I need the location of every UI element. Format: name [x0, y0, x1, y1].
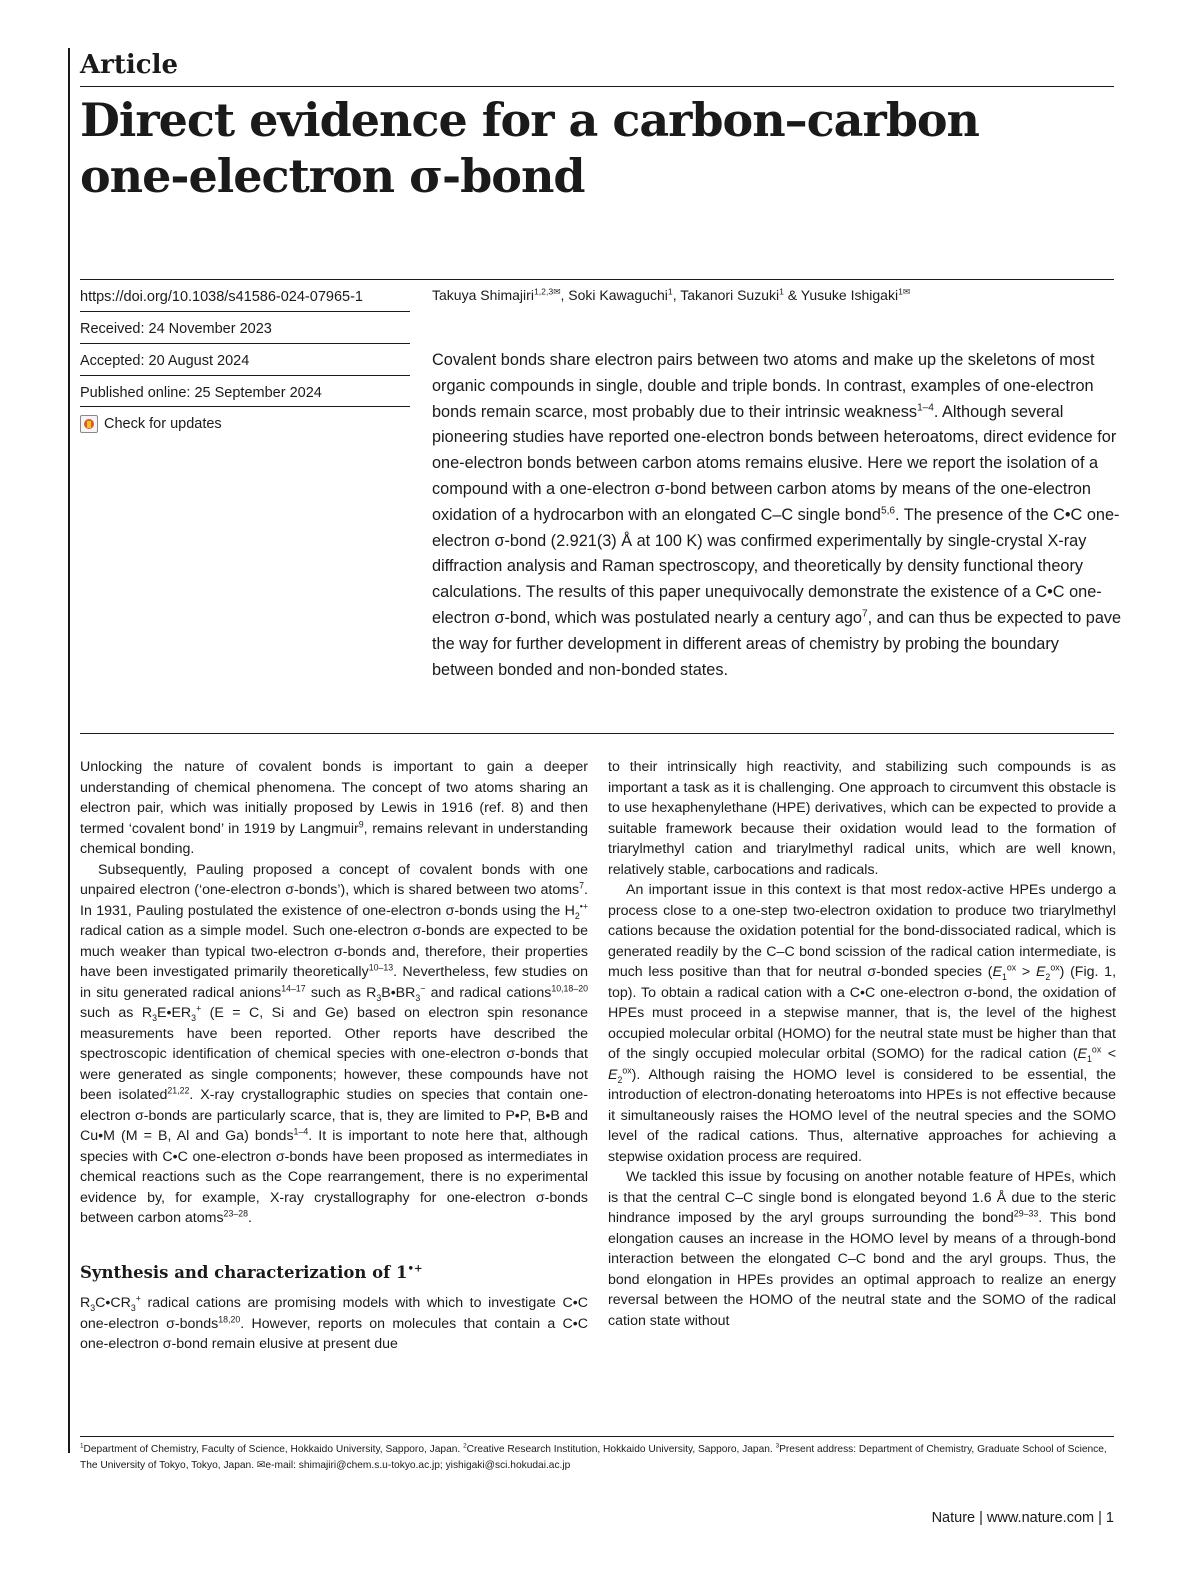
reference-citation[interactable]: 21,22 — [167, 1085, 190, 1096]
author-name[interactable]: Soki Kawaguchi — [568, 287, 668, 303]
reference-citation[interactable]: 10–13 — [368, 962, 394, 973]
body-paragraph: Unlocking the nature of covalent bonds is important to gain a deeper understanding of chemical phenomena. The concept of two atoms sharing an electron pair, which was initially proposed by Lewis in 1916 (ref. 8) and then termed ‘covalent bond’ in 1919 by Langmuir$^9$, remains relevant in understanding chemical bonding. — [80, 759, 588, 857]
author-affiliation: 1 — [779, 286, 784, 297]
abstract-paragraph: Covalent bonds share electron pairs between two atoms and make up the skeletons of most organic compounds in single, double and triple bonds. In contrast, examples of one-electron bonds remain scarce, most probably due to their intrinsic weakness$^{1-4}$. Although several pioneering studies have reported one-electron bonds between heteroatoms, direct evidence for one-electron bonds between carbon atoms remains elusive. Here we report the isolation of a compound with a one-electron σ-bond between carbon atoms by means of the one-electron oxidation of a hydrocarbon with an elongated C–C single bond$^{5,6}$. The presence of the C•C one-electron σ-bond (2.921(3) Å at 100 K) was confirmed experimentally by single-crystal X-ray diffraction analysis and Raman spectroscopy, and theoretically by density functional theory calculations. The results of this paper unequivocally demonstrate the existence of a C•C one-electron σ-bond, which was postulated nearly a century ago$^7$, and can thus be expected to pave the way for further development in different areas of chemistry by probing the boundary between bonded and non-bonded states. — [432, 351, 1122, 679]
reference-citation[interactable]: 14–17 — [281, 982, 306, 993]
title-rule — [80, 279, 1114, 280]
meta-rule — [80, 406, 410, 407]
author-name[interactable]: Yusuke Ishigaki — [800, 287, 899, 303]
body-paragraph: to their intrinsically high reactivity, and stabilizing such compounds is as important a task as it is challenging. One approach to circumvent this obstacle is to use hexaphenylethane (HPE) derivatives, which can be expected to provide a suitable framework because their oxidation would lead to the formation of triarylmethyl cation and triarylmethyl radical units, which are well known, relatively stable, carbocations and radicals. — [608, 759, 1116, 878]
reference-citation[interactable]: 18,20 — [218, 1313, 241, 1324]
meta-rule — [80, 343, 410, 344]
email-links[interactable]: e-mail: shimajiri@chem.s.u-tokyo.ac.jp; yishigaki@sci.hokudai.ac.jp — [265, 1460, 571, 1471]
crossmark-icon — [80, 415, 98, 433]
title-line-2: one-electron σ-bond — [80, 149, 585, 203]
reference-citation[interactable]: 1–4 — [917, 402, 934, 414]
reference-citation[interactable]: 5,6 — [880, 505, 895, 517]
body-column-right — [608, 757, 1116, 1331]
author-name[interactable]: Takuya Shimajiri — [432, 287, 534, 303]
reference-citation[interactable]: 23–28 — [223, 1208, 249, 1219]
title-line-1: Direct evidence for a carbon–carbon — [80, 93, 979, 147]
body-column-left — [80, 757, 588, 1355]
author-list: Takuya Shimajiri$^{1,2,3✉}$, Soki Kawaguchi$^1$, Takanori Suzuki$^1$ & Yusuke Ishigaki$^{1✉}$ — [432, 286, 911, 303]
check-for-updates-link[interactable] — [80, 414, 410, 434]
left-margin-rule — [68, 48, 70, 1453]
reference-citation[interactable]: 9 — [358, 818, 364, 829]
footnote-rule — [80, 1436, 1114, 1437]
body-paragraph: $R_3C•CR_3^+$ radical cations are promising models with which to investigate C•C one-electron σ-bonds$^{18,20}$. However, reports on molecules that contain a C•C one-electron σ-bond remain elusive at present due — [80, 1293, 588, 1352]
meta-rule — [80, 311, 410, 312]
doi-link[interactable]: https://doi.org/10.1038/s41586-024-07965-1 — [80, 289, 363, 305]
page-footer: Nature | www.nature.com | 1 — [931, 1510, 1114, 1526]
accepted-date: Accepted: 20 August 2024 — [80, 353, 250, 369]
author-affiliation: 1,2,3✉ — [533, 286, 561, 297]
published-date: Published online: 25 September 2024 — [80, 385, 322, 401]
reference-citation[interactable]: 7 — [579, 880, 585, 891]
received-date: Received: 24 November 2023 — [80, 321, 272, 337]
abstract — [432, 348, 1122, 683]
author-affiliation: 1 — [667, 286, 673, 297]
body-paragraph: Subsequently, Pauling proposed a concept of covalent bonds with one unpaired electron (‘one-electron σ-bonds’), which is shared between two atoms$^7$. In 1931, Pauling postulated the existence of one-electron σ-bonds using the $H_2^{•+}$ radical cation as a simple model. Such one-electron σ-bonds are expected to be much weaker than typical two-electron σ-bonds and, therefore, their properties have been investigated primarily theoretically$^{10-13}$. Nevertheless, few studies on in situ generated radical anions$^{14-17}$ such as $R_3B•BR_3^-$ and radical cations$^{10,18-20}$ such as $R_3E•ER_3^+$ (E = C, Si and Ge) based on electron spin resonance measurements have been reported. Other reports have described the spectroscopic identification of chemical species with one-electron σ-bonds that were generated as single components; however, these compounds have not been isolated$^{21,22}$. X-ray crystallographic studies on species that contain one-electron σ-bonds are particularly scarce, that is, they are limited to P•P, B•B and Cu•M (M = B, Al and Ga) bonds$^{1-4}$. It is important to note here that, although species with C•C one-electron σ-bonds have been proposed as intermediates in chemical reactions such as the Cope rearrangement, there is no experimental evidence by, for example, X-ray crystallography for one-electron σ-bonds between carbon atoms$^{23-28}$. — [80, 861, 589, 1226]
author-affiliation: 1✉ — [898, 286, 911, 297]
article-type-label: Article — [80, 50, 179, 80]
reference-citation[interactable]: 7 — [862, 608, 868, 620]
mail-icon: ✉ — [256, 1460, 266, 1471]
meta-rule — [80, 375, 410, 376]
body-paragraph: We tackled this issue by focusing on another notable feature of HPEs, which is that the central C–C single bond is elongated beyond 1.6 Å due to the steric hindrance imposed by the aryl groups surrounding the bond$^{29-33}$. This bond elongation causes an increase in the HOMO level by means of a through-bond interaction between the elongated C–C bond and the aryl groups. Thus, the bond elongation in HPEs provides an optimal approach to realize an energy reversal between the HOMO of the neutral state and the SOMO of the radical cation state without — [608, 1169, 1116, 1329]
body-paragraph: An important issue in this context is that most redox-active HPEs undergo a process close to a one-step two-electron oxidation to produce two triarylmethyl cations because the oxidation potential for the bond-dissociated radical, which is generated readily by the C–C bond scission of the radical cation intermediate, is much less positive than that for neutral σ-bonded species $(E_1^{ox} > E_2^{ox})$ (Fig. 1, top). To obtain a radical cation with a C•C one-electron σ-bond, the oxidation of HPEs must proceed in a stepwise manner, that is, the level of the highest occupied molecular orbital (HOMO) for the neutral state must be higher than that of the singly occupied molecular orbital (SOMO) for the radical cation $(E_1^{ox} < E_2^{ox})$. Although raising the HOMO level is considered to be essential, the introduction of electron-donating heteroatoms into HPEs is not effective because it simultaneously raises the HOMO level of the neutral species and the SOMO level of the radical cations. Thus, alternative approaches for achieving a stepwise oxidation process are required. — [608, 882, 1117, 1165]
abstract-rule — [80, 733, 1114, 734]
header-rule — [80, 86, 1114, 87]
author-name[interactable]: Takanori Suzuki — [680, 287, 780, 303]
check-for-updates-label: Check for updates — [104, 416, 222, 432]
article-title — [80, 92, 1120, 204]
section-heading: Synthesis and characterization of 1•+ — [80, 1262, 423, 1282]
reference-citation[interactable]: 10,18–20 — [551, 982, 589, 993]
affiliation-footnote: $^1$Department of Chemistry, Faculty of Science, Hokkaido University, Sapporo, Japan. $^2$Creative Research Institution, Hokkaido University, Sapporo, Japan. $^3$Present address: Department of Chemistry, Graduate School of Science, The University of Tokyo, Tokyo, Japan. ✉e-mail: shimajiri@chem.s.u-tokyo.ac.jp; yishigaki@sci.hokudai.ac.jp — [80, 1442, 1107, 1471]
reference-citation[interactable]: 29–33 — [1013, 1208, 1039, 1219]
reference-citation[interactable]: 1–4 — [293, 1126, 309, 1137]
